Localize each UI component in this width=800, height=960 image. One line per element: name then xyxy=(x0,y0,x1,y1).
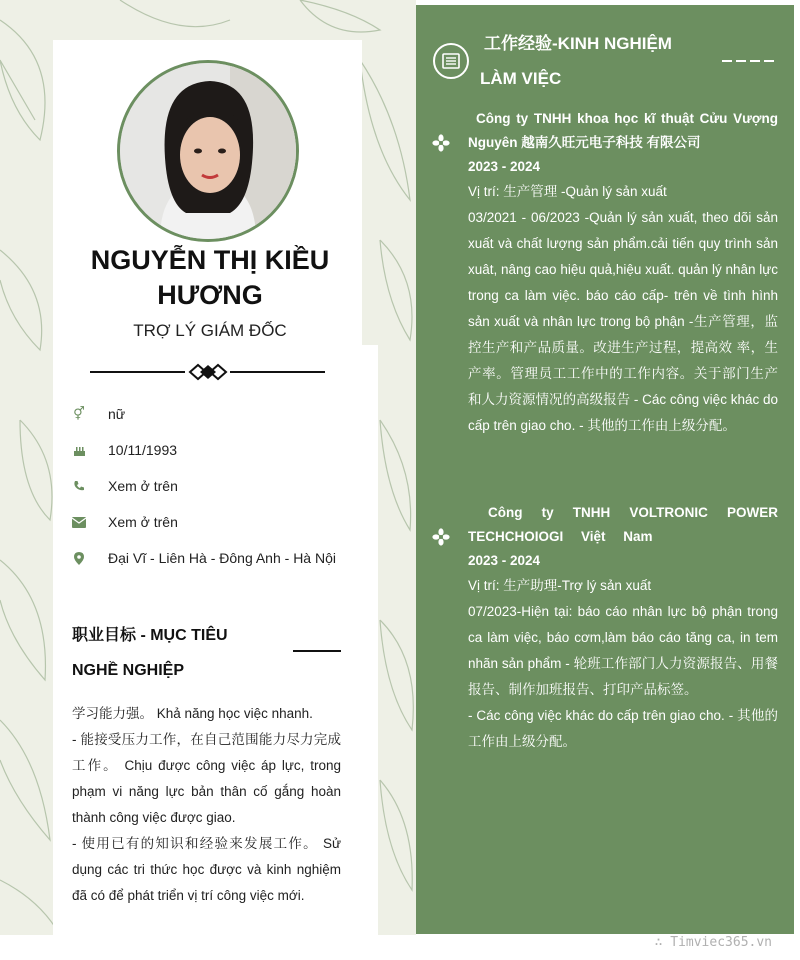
birthday-cake-icon xyxy=(72,443,86,457)
job-years: 2023 - 2024 xyxy=(468,159,541,174)
watermark-text: Timviec365.vn xyxy=(670,935,772,950)
flower-bullet-icon xyxy=(432,528,450,546)
job-position: Vị trí: 生产管理 -Quản lý sản xuất xyxy=(468,184,667,199)
experience-dash-line xyxy=(722,60,778,62)
watermark xyxy=(655,935,772,950)
decorative-divider xyxy=(90,362,325,382)
job-years: 2023 - 2024 xyxy=(468,553,541,568)
objective-heading-line2: NGHỀ NGHIỆP xyxy=(72,662,185,679)
info-phone xyxy=(72,475,178,497)
info-email-text: Xem ở trên xyxy=(108,514,178,530)
gender-icon: ⚥ xyxy=(73,406,85,421)
info-birthday-text: 10/11/1993 xyxy=(108,442,178,458)
info-gender xyxy=(72,403,126,425)
phone-icon xyxy=(72,479,86,493)
avatar xyxy=(117,60,299,242)
envelope-icon xyxy=(72,515,86,529)
info-address xyxy=(72,547,336,569)
experience-heading-line2: LÀM VIỆC xyxy=(480,69,562,88)
objective-heading-line1: 职业目标 - MỤC TIÊU xyxy=(72,627,228,644)
objective-heading xyxy=(72,618,272,688)
job-entry xyxy=(468,501,778,755)
book-icon xyxy=(433,43,469,79)
job-company: Công ty TNHH khoa học kĩ thuật Cửu Vượng Nguyên 越南久旺元电子科技 有限公司 xyxy=(468,111,778,150)
job-description: 03/2021 - 06/2023 -Quản lý sản xuất, theo dõi sản xuất và chất lượng sản phẩm.cải tiến quy trình sản xuât, nâng cao hiệu quả,hiệu xuất. quản lý nhân lực trong ca làm việc. báo cáo cấp- trên về tình hình sản xuất và nhân lực trong bộ phận -生产管理，监控生产和产品质量。改进生产过程，提高效 率，生产率。管理员工工作中的工作内容。关于部门生产 和人力资源情况的高级报告 - Các công việc khác do cấp trên giao cho. - 其他的工作由上级分配。 xyxy=(468,210,779,433)
objective-underline xyxy=(293,650,341,652)
job-position: Vị trí: 生产助理-Trợ lý sản xuất xyxy=(468,578,652,593)
info-gender-text: nữ xyxy=(108,406,126,422)
job-description: 07/2023-Hiện tại: báo cáo nhân lực bộ phận trong ca làm việc, báo cơm,làm báo cáo tăng ca, in tem nhãn sản phẩm - 轮班工作部门人力资源报告、用餐报告、制作加班报告、打印产品标签。 - Các công việc khác do cấp trên giao cho. - 其他的工作由上级分配。 xyxy=(468,604,778,749)
full-name: NGUYỄN THỊ KIỀU HƯƠNG xyxy=(90,245,330,310)
job-title: TRỢ LÝ GIÁM ĐỐC xyxy=(133,321,287,340)
flower-bullet-icon xyxy=(432,134,450,152)
job-entry xyxy=(468,107,778,439)
job-company: Công ty TNHH VOLTRONIC POWER TECHCHOIOGI Việt Nam xyxy=(468,505,778,544)
watermark-icon: ∴ xyxy=(654,935,671,950)
info-address-text: Đại Vĩ - Liên Hà - Đông Anh - Hà Nội xyxy=(108,550,336,566)
objective-text: 学习能力强。 Khả năng học việc nhanh. - 能接受压力工作，在自己范围能力尽力完成工作。 Chịu được công việc áp lực, trong phạm vi năng lực bản thân cố gắng hoàn thành công việc được giao. - 使用已有的知识和经验来发展工作。 Sử dụng các tri thức học được và kinh nghiệm đã có để phát triển vị trí công việc mới. xyxy=(72,706,341,903)
info-birthday xyxy=(72,439,178,461)
experience-heading-line1: 工作经验-KINH NGHIỆM xyxy=(484,34,672,53)
info-email xyxy=(72,511,178,533)
info-phone-text: Xem ở trên xyxy=(108,478,178,494)
experience-heading xyxy=(480,26,710,96)
map-pin-icon xyxy=(72,551,86,565)
